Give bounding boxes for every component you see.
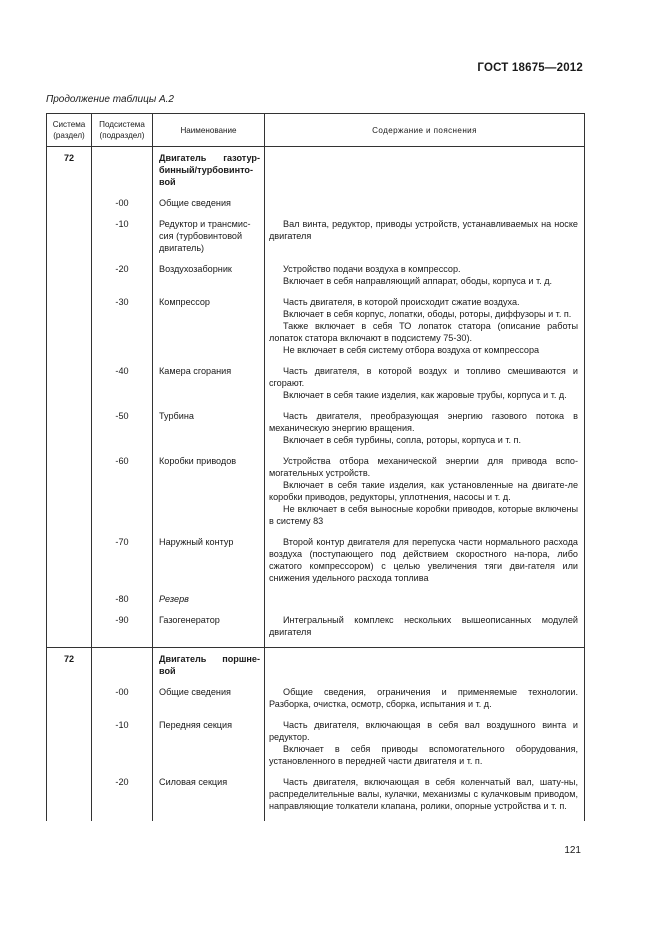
header-subsystem: Подсистема (подраздел) (92, 114, 153, 147)
description-paragraph: Также включает в себя ТО лопаток статора (описание работы лопаток статора включают в подсистему 75-30). (269, 321, 578, 343)
table-row (47, 536, 585, 593)
description-paragraph: Вал винта, редуктор, приводы устройств, устанавливаемых на носке двигателя (269, 219, 578, 241)
description-paragraph: Интегральный комплекс нескольких вышеописанных модулей двигателя (269, 615, 578, 637)
table-row (47, 147, 585, 198)
document-code: ГОСТ 18675—2012 (477, 62, 583, 74)
description-paragraph: Не включает в себя выносные коробки приводов, которые включены в систему 83 (269, 504, 578, 526)
subsystem-code: -70 (92, 536, 153, 593)
subsystem-code: -90 (92, 614, 153, 648)
description-paragraph: Часть двигателя, в которой происходит сжатие воздуха. (283, 297, 520, 307)
description-paragraph: Часть двигателя, включающая в себя коленчатый вал, шату-ны, распределительные валы, кулачки, механизмы с кулачковым приводом, направляющие толкатели клапана, ролики, опорные устройства и т. п. (269, 777, 578, 811)
subsystem-code: -50 (92, 410, 153, 455)
table-row (47, 296, 585, 365)
item-description (265, 263, 585, 296)
table-row (47, 719, 585, 776)
description-paragraph: Включает в себя направляющий аппарат, ободы, корпуса и т. д. (283, 276, 553, 286)
item-description (265, 593, 585, 614)
item-name: Силовая секция (153, 776, 265, 821)
table-row (47, 648, 585, 687)
item-name: Воздухозаборник (153, 263, 265, 296)
subsystem-code: -80 (92, 593, 153, 614)
system-code (47, 593, 92, 614)
item-name: Компрессор (153, 296, 265, 365)
description-paragraph: Часть двигателя, включающая в себя вал воздушного винта и редуктор. (269, 720, 578, 742)
page-number: 121 (564, 845, 581, 856)
header-name: Наименование (153, 114, 265, 147)
table-row (47, 410, 585, 455)
table-header-row (47, 114, 585, 147)
item-name: Наружный контур (153, 536, 265, 593)
item-name: Коробки приводов (153, 455, 265, 536)
table-row (47, 593, 585, 614)
description-paragraph: Не включает в себя систему отбора воздуха от компрессора (283, 345, 540, 355)
system-code (47, 365, 92, 410)
item-description (265, 719, 585, 776)
item-name: Турбина (153, 410, 265, 455)
table-row (47, 263, 585, 296)
description-paragraph: Устройства отбора механической энергии для привода вспо-могательных устройств. (269, 456, 578, 478)
system-code (47, 776, 92, 821)
subsystem-code: -00 (92, 197, 153, 218)
item-name: Редуктор и трансмис-сия (турбовинтовой двигатель) (153, 218, 265, 263)
item-description (265, 455, 585, 536)
system-code (47, 296, 92, 365)
subsystem-code: -40 (92, 365, 153, 410)
item-name: Резерв (153, 593, 265, 614)
table-body (47, 147, 585, 822)
subsystem-code: -20 (92, 263, 153, 296)
table-row (47, 776, 585, 821)
system-code (47, 410, 92, 455)
description-paragraph: Общие сведения, ограничения и применяемые технологии. Разборка, очистка, осмотр, сборка, испытания и т. д. (269, 687, 578, 709)
item-name: Двигатель газотур-бинный/турбовинто-вой (153, 147, 265, 198)
description-paragraph: Второй контур двигателя для перепуска части нормального расхода воздуха (поступающего под действием скоростного на-пора, либо сжатого компрессором) с целью увеличения тяги дви-гателя или снижения удельного расхода топлива (269, 537, 578, 583)
system-code (47, 218, 92, 263)
system-code (47, 536, 92, 593)
description-paragraph: Включает в себя такие изделия, как жаровые трубы, корпуса и т. д. (283, 390, 567, 400)
system-code (47, 197, 92, 218)
item-description (265, 147, 585, 198)
table-caption: Продолжение таблицы А.2 (46, 94, 174, 105)
item-name: Камера сгорания (153, 365, 265, 410)
system-code: 72 (47, 648, 92, 687)
system-code (47, 686, 92, 719)
description-paragraph: Включает в себя турбины, сопла, роторы, корпуса и т. п. (283, 435, 521, 445)
item-description (265, 614, 585, 648)
subsystem-code (92, 147, 153, 198)
classification-table (46, 113, 585, 821)
item-description (265, 648, 585, 687)
item-name: Общие сведения (153, 686, 265, 719)
system-code (47, 263, 92, 296)
item-description (265, 197, 585, 218)
system-code (47, 455, 92, 536)
item-name: Двигатель поршне-вой (153, 648, 265, 687)
table-row (47, 197, 585, 218)
subsystem-code (92, 648, 153, 687)
item-name: Передняя секция (153, 719, 265, 776)
table-row (47, 455, 585, 536)
item-name: Общие сведения (153, 197, 265, 218)
item-description (265, 536, 585, 593)
header-system: Система (раздел) (47, 114, 92, 147)
description-paragraph: Включает в себя такие изделия, как установленные на двигате-ле коробки приводов, редукторы, уплотнения, насосы и т. д. (269, 480, 578, 502)
item-name: Газогенератор (153, 614, 265, 648)
subsystem-code: -60 (92, 455, 153, 536)
subsystem-code: -10 (92, 218, 153, 263)
item-description (265, 218, 585, 263)
table-row (47, 614, 585, 648)
system-code (47, 614, 92, 648)
table-row (47, 218, 585, 263)
table-row (47, 365, 585, 410)
item-description (265, 686, 585, 719)
subsystem-code: -20 (92, 776, 153, 821)
header-content: Содержание и пояснения (265, 114, 585, 147)
table-row (47, 686, 585, 719)
description-paragraph: Часть двигателя, преобразующая энергию газового потока в механическую энергию вращения. (269, 411, 578, 433)
system-code (47, 719, 92, 776)
item-description (265, 776, 585, 821)
subsystem-code: -10 (92, 719, 153, 776)
description-paragraph: Включает в себя приводы вспомогательного оборудования, установленного в передней части двигателя и т. п. (269, 744, 578, 766)
item-description (265, 365, 585, 410)
system-code: 72 (47, 147, 92, 198)
description-paragraph: Включает в себя корпус, лопатки, ободы, роторы, диффузоры и т. п. (283, 309, 572, 319)
subsystem-code: -00 (92, 686, 153, 719)
item-description (265, 296, 585, 365)
subsystem-code: -30 (92, 296, 153, 365)
description-paragraph: Часть двигателя, в которой воздух и топливо смешиваются и сгорают. (269, 366, 578, 388)
description-paragraph: Устройство подачи воздуха в компрессор. (283, 264, 461, 274)
item-description (265, 410, 585, 455)
